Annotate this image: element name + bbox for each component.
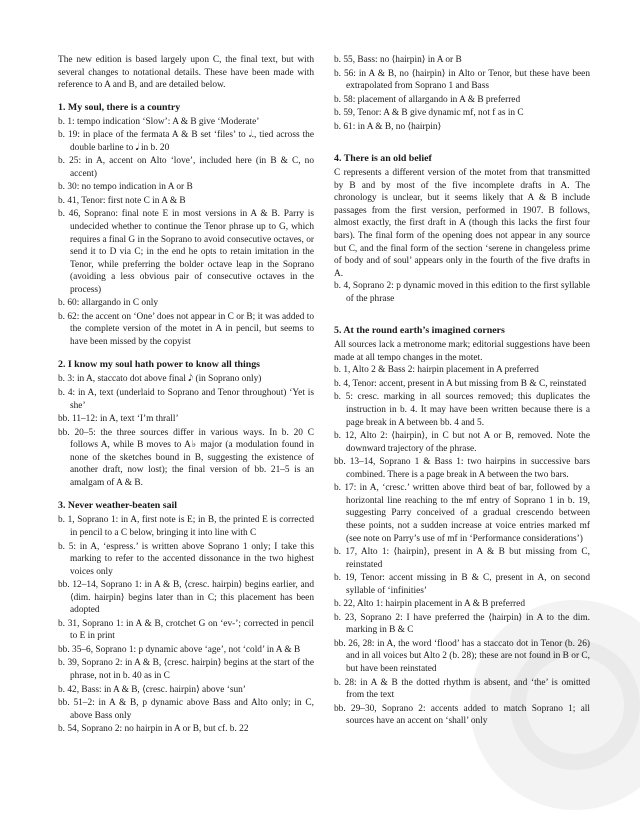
list-item: b. 62: the accent on ‘One’ does not appear in C or B; it was added to the complete version of the motet in A in pencil, but seems to have been missed by the copyist [58,311,314,347]
section-2-title: 2. I know my soul hath power to know all things [58,359,261,371]
list-item: b. 1, Soprano 1: in A, first note is E; in B, the printed E is corrected in pencil to a C below, bringing it into line with C [58,515,314,538]
list-item: b. 17: in A, ‘cresc.’ written above third beat of bar, followed by a horizontal line reaching to the mf entry of Soprano 1 in b. 19, suggesting Parry conceived of a gradual crescendo between these points, not a sudden increase at voice entries marked mf (see note on Parry’s use of mf in ‘Performance considerations’) [334,483,590,544]
list-item: b. 25: in A, accent on Alto ‘love’, included here (in B & C, no accent) [58,156,314,179]
list-item: b. 3: in A, staccato dot above final 𝅘𝅥𝅮 (in Soprano only) [58,374,262,385]
list-item: b. 56: in A & B, no ⟨hairpin⟩ in Alto or Tenor, but these have been extrapolated from Soprano 1 and Bass [334,68,590,92]
section-5-paragraph: All sources lack a metronome mark; editorial suggestions have been made at all tempo changes in the motet. [334,340,590,363]
list-item: bb. 12–14, Soprano 1: in A & B, ⟨cresc. hairpin⟩ begins earlier, and ⟨dim. hairpin⟩ begins later than in C; this placement has been adopted [58,580,314,616]
list-item: b. 31, Soprano 1: in A & B, crotchet G on ‘ev-’; corrected in pencil to E in print [58,618,314,642]
list-item: b. 30: no tempo indication in A or B [58,182,193,193]
intro-paragraph: The new edition is based largely upon C, the final text, but with several changes to notational details. These have been made with reference to A and B, and are detailed below. [58,55,314,91]
spacer [334,133,590,142]
list-item: bb. 35–6, Soprano 1: p dynamic above ‘age’, not ‘cold’ in A & B [58,644,301,655]
list-item: b. 4, Soprano 2: p dynamic moved in this edition to the first syllable of the phrase [334,281,590,304]
list-item: b. 19, Tenor: accent missing in B & C, present in A, on second syllable of ‘infinities’ [334,573,590,596]
section-3-title: 3. Never weather-beaten sail [58,500,178,512]
list-item: b. 1, Alto 2 & Bass 2: hairpin placement in A preferred [334,365,539,376]
list-item: b. 58: placement of allargando in A & B preferred [334,94,521,105]
list-item: b. 55, Bass: no ⟨hairpin⟩ in A or B [334,55,462,65]
section-1-title: 1. My soul, there is a country [58,101,181,113]
section-4-title: 4. There is an old belief [334,153,432,165]
list-item: b. 5: in A, ‘espress.’ is written above Soprano 1 only; I take this marking to refer to the accented dissonance in the two highest voices only [58,541,314,577]
list-item: b. 46, Soprano: final note E in most versions in A & B. Parry is undecided whether to continue the Tenor phrase up to G, which requires a final G in the Soprano to avoid consecutive octaves, or send it to D via C; in the end he opts to retain imitation in the Tenor, while preferring the bolder octave leap in the Soprano (avoiding a less obvious pair of consecutive octaves in the process) [58,209,314,295]
list-item: b. 39, Soprano 2: in A & B, ⟨cresc. hairpin⟩ begins at the start of the phrase, not in b. 40 as in C [58,658,314,681]
list-item: b. 60: allargando in C only [58,298,159,309]
list-item: bb. 11–12: in A, text ‘I’m thrall’ [58,414,179,425]
list-item: bb. 13–14, Soprano 1 & Bass 1: two hairpins in successive bars combined. There is a page break in A between the two bars. [334,457,590,480]
list-item: b. 61: in A & B, no ⟨hairpin⟩ [334,121,442,132]
left-column [58,54,314,814]
list-item: bb. 20–5: the three sources differ in various ways. In b. 20 C follows A, while B moves to A♭ major (a modulation found in none of the sketches bound in B, suggesting the existence of another draft, now lost); the final version of bb. 21–5 is an amalgam of A & B. [58,427,314,488]
list-item: b. 4: in A, text (underlaid to Soprano and Tenor throughout) ‘Yet is she’ [58,388,314,411]
list-item: b. 17, Alto 1: ⟨hairpin⟩, present in A & B but missing from C, reinstated [334,547,590,570]
list-item: b. 54, Soprano 2: no hairpin in A or B, but cf. b. 22 [58,724,249,735]
list-item: bb. 26, 28: in A, the word ‘flood’ has a staccato dot in Tenor (b. 26) and in all voices but Alto 2 (b. 28); these are not found in B or C, but have been reinstated [334,638,590,674]
list-item: bb. 51–2: in A & B, p dynamic above Bass and Alto only; in C, above Bass only [58,698,314,721]
list-item: b. 28: in A & B the dotted rhythm is absent, and ‘the’ is omitted from the text [334,677,590,701]
section-5-title: 5. At the round earth’s imagined corners [334,325,505,337]
list-item: b. 23, Soprano 2: I have preferred the ⟨hairpin⟩ in A to the dim. marking in B & C [334,612,590,636]
list-item: b. 12, Alto 2: ⟨hairpin⟩, in C but not A or B, removed. Note the downward trajectory of the phrase. [334,431,590,454]
list-item: b. 59, Tenor: A & B give dynamic mf, not f as in C [334,108,524,119]
right-column [334,54,590,814]
spacer [334,305,590,314]
list-item: b. 5: cresc. marking in all sources removed; this duplicates the instruction in b. 4. It may have been written because there is a page break in A between bb. 4 and 5. [334,392,590,428]
list-item: bb. 29–30, Soprano 2: accents added to match Soprano 1; all sources have an accent on ‘shall’ only [334,703,590,727]
list-item: b. 1: tempo indication ‘Slow’: A & B give ‘Moderate’ [58,116,260,127]
list-item: b. 19: in place of the fermata A & B set ‘files’ to 𝅗𝅥., tied across the double barline to 𝅘𝅥 in b. 20 [58,130,314,153]
page [58,54,590,814]
section-4-paragraph: C represents a different version of the motet from that transmitted by B and by most of the five incomplete drafts in A. The chronology is unclear, but it seems likely that A & B include passages from the first version, performed in 1907. B follows, almost exactly, the first draft in A (though this lacks the first four bars). The final form of the opening does not appear in any source but C, and the final form of the section ‘serene in changeless prime of body and of soul’ appears only in the fourth of the five drafts in A. [334,168,590,279]
list-item: b. 42, Bass: in A & B, ⟨cresc. hairpin⟩ above ‘sun’ [58,684,246,695]
list-item: b. 22, Alto 1: hairpin placement in A & B preferred [334,599,525,610]
list-item: b. 41, Tenor: first note C in A & B [58,195,186,206]
list-item: b. 4, Tenor: accent, present in A but missing from B & C, reinstated [334,378,587,389]
